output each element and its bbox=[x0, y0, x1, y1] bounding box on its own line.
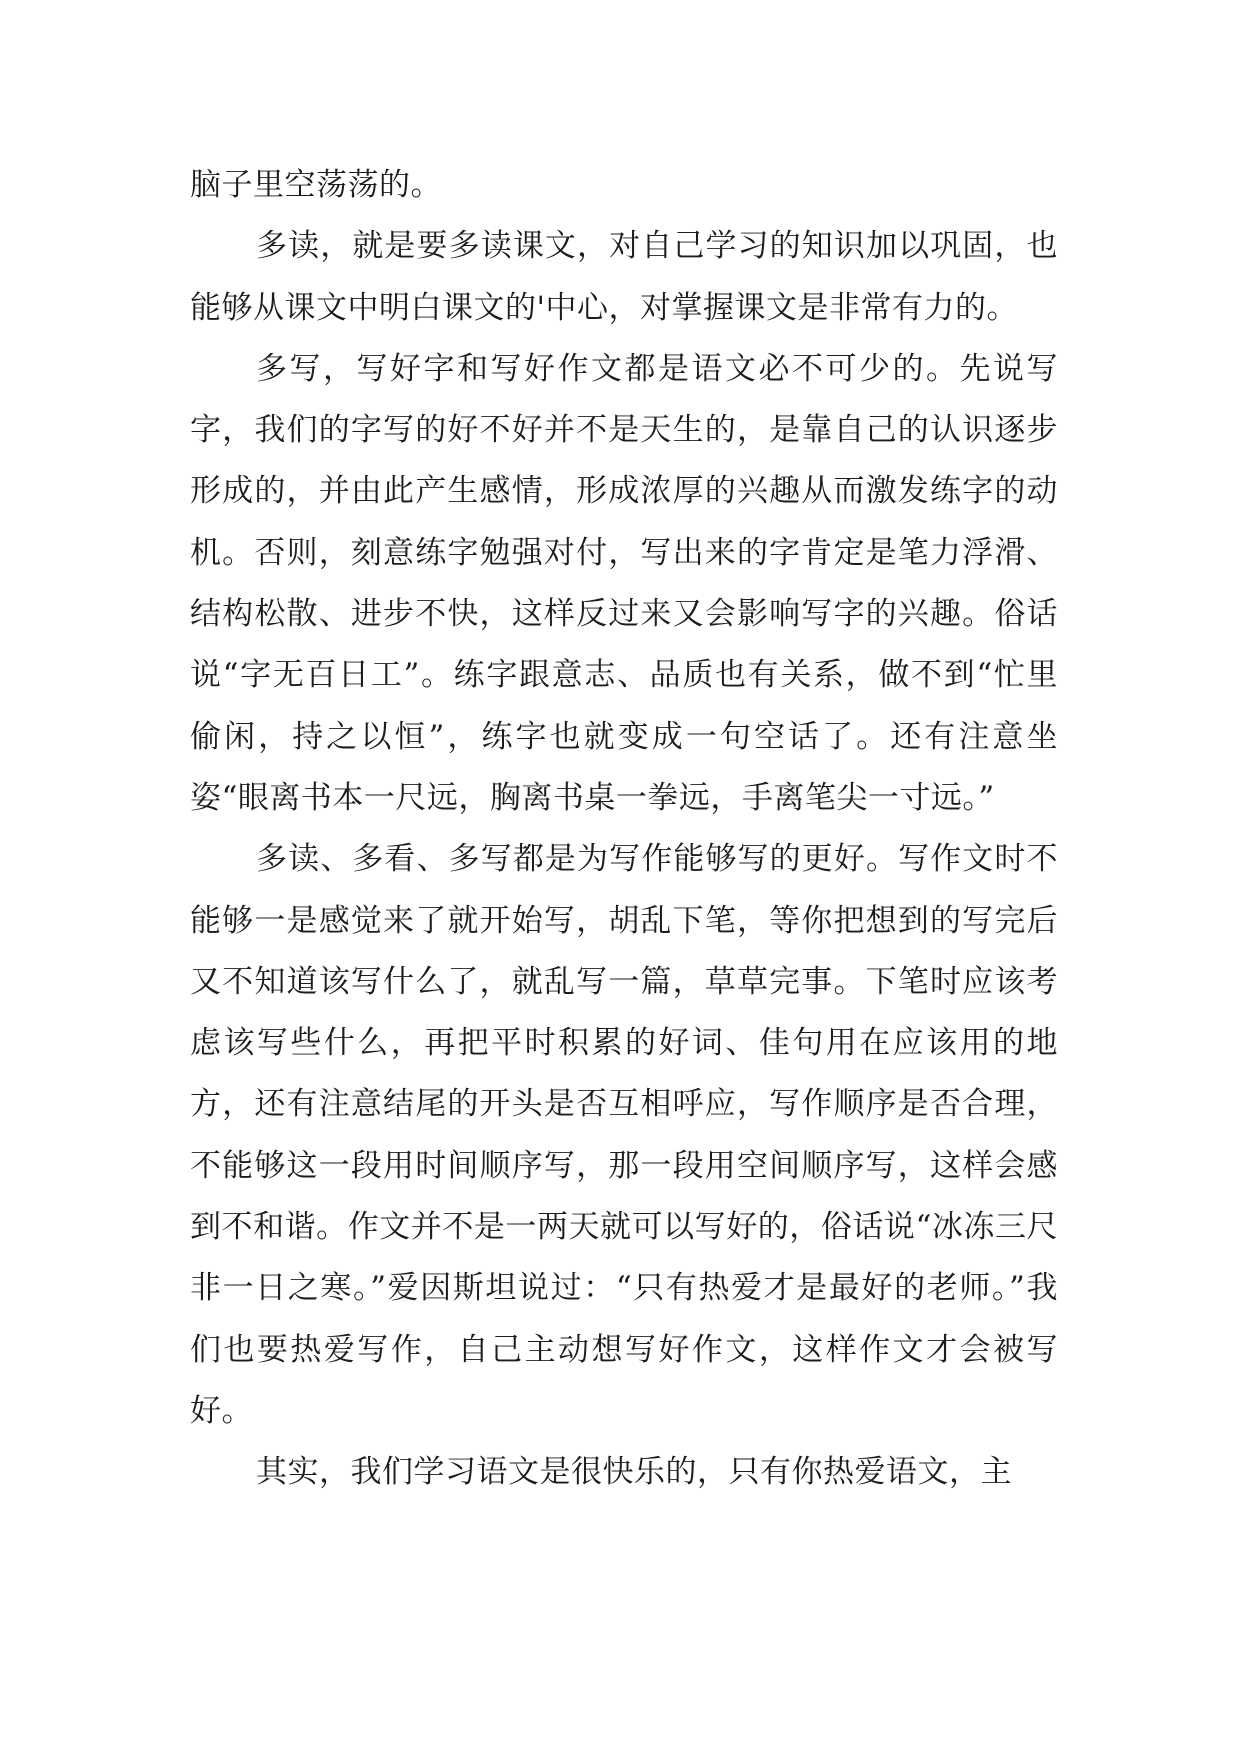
document-body bbox=[190, 155, 1058, 1504]
paragraph-3: 多写，写好字和写好作文都是语文必不可少的。先说写字，我们的字写的好不好并不是天生的，是靠自己的认识逐步形成的，并由此产生感情，形成浓厚的兴趣从而激发练字的动机。否则，刻意练字勉强对付，写出来的字肯定是笔力浮滑、结构松散、进步不快，这样反过来又会影响写字的兴趣。俗话说“字无百日工”。练字跟意志、品质也有关系，做不到“忙里偷闲，持之以恒”，练字也就变成一句空话了。还有注意坐姿“眼离书本一尺远，胸离书桌一拳远，手离笔尖一寸远。” bbox=[190, 350, 1058, 816]
paragraph-2: 多读，就是要多读课文，对自己学习的知识加以巩固，也能够从课文中明白课文的'中心，对掌握课文是非常有力的。 bbox=[190, 228, 1058, 326]
paragraph-1: 脑子里空荡荡的。 bbox=[190, 167, 442, 203]
paragraph-4: 多读、多看、多写都是为写作能够写的更好。写作文时不能够一是感觉来了就开始写，胡乱下笔，等你把想到的写完后又不知道该写什么了，就乱写一篇，草草完事。下笔时应该考虑该写些什么，再把平时积累的好词、佳句用在应该用的地方，还有注意结尾的开头是否互相呼应，写作顺序是否合理，不能够这一段用时间顺序写，那一段用空间顺序写，这样会感到不和谐。作文并不是一两天就可以写好的，俗话说“冰冻三尺非一日之寒。”爱因斯坦说过：“只有热爱才是最好的老师。”我们也要热爱写作，自己主动想写好作文，这样作文才会被写好。 bbox=[190, 841, 1058, 1429]
paragraph-5: 其实，我们学习语文是很快乐的，只有你热爱语文，主 bbox=[256, 1454, 1012, 1491]
